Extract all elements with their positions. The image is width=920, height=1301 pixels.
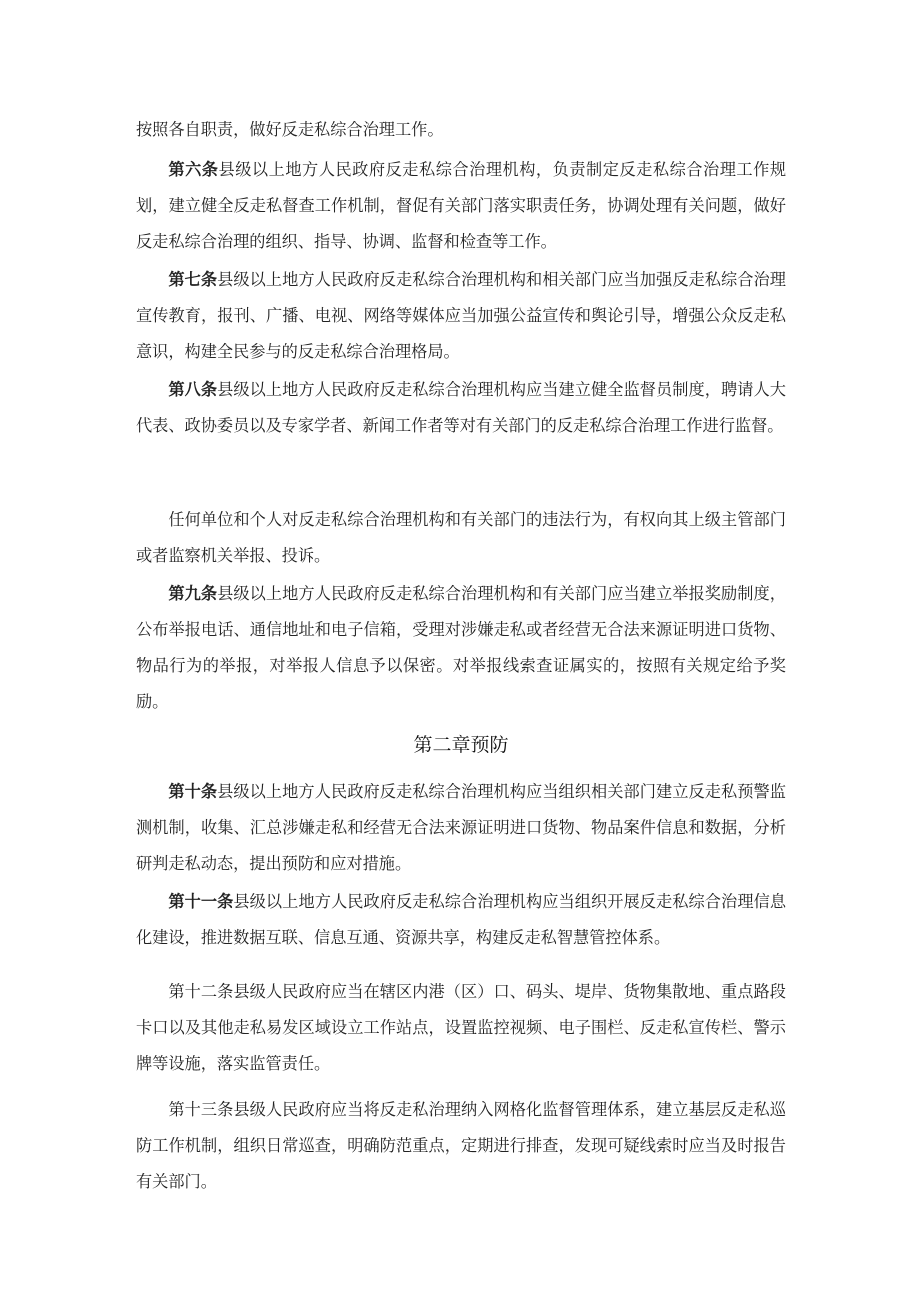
article-number: 第十条	[168, 782, 218, 801]
article-text: 县级以上地方人民政府反走私综合治理机构和相关部门应当加强反走私综合治理宣传教育，报刊、广播、电视、网络等媒体应当加强公益宣传和舆论引导，增强公众反走私意识，构建全民参与的反走私综合治理格局。	[136, 270, 786, 361]
article-6	[136, 152, 786, 260]
article-13	[136, 1092, 786, 1200]
article-11	[136, 884, 786, 956]
article-text: 县级以上地方人民政府反走私综合治理机构应当建立健全监督员制度，聘请人大代表、政协委员以及专家学者、新闻工作者等对有关部门的反走私综合治理工作进行监督。	[136, 380, 786, 435]
article-10	[136, 774, 786, 882]
article-text: 县级以上地方人民政府反走私综合治理机构应当组织相关部门建立反走私预警监测机制，收集、汇总涉嫌走私和经营无合法来源证明进口货物、物品案件信息和数据，分析研判走私动态，提出预防和应对措施。	[136, 782, 786, 873]
article-7	[136, 262, 786, 370]
article-text: 县级以上地方人民政府反走私综合治理机构应当组织开展反走私综合治理信息化建设，推进数据互联、信息互通、资源共享，构建反走私智慧管控体系。	[136, 892, 787, 947]
paragraph-text: 任何单位和个人对反走私综合治理机构和有关部门的违法行为，有权向其上级主管部门或者监察机关举报、投诉。	[136, 510, 786, 565]
article-number: 第九条	[168, 584, 218, 603]
paragraph-continuation	[136, 112, 786, 148]
paragraph-text: 按照各自职责，做好反走私综合治理工作。	[136, 120, 444, 139]
article-9	[136, 576, 786, 720]
article-12	[136, 974, 786, 1082]
paragraph-report	[136, 502, 786, 574]
article-number: 第八条	[168, 380, 218, 399]
article-text: 县级以上地方人民政府反走私综合治理机构和有关部门应当建立举报奖励制度，公布举报电话、通信地址和电子信箱，受理对涉嫌走私或者经营无合法来源证明进口货物、物品行为的举报，对举报人信息予以保密。对举报线索查证属实的，按照有关规定给予奖励。	[136, 584, 786, 711]
article-number: 第六条	[168, 160, 219, 179]
article-number: 第七条	[168, 270, 218, 289]
article-text: 第十二条县级人民政府应当在辖区内港（区）口、码头、堤岸、货物集散地、重点路段卡口以及其他走私易发区域设立工作站点，设置监控视频、电子围栏、反走私宣传栏、警示牌等设施，落实监管责任。	[136, 982, 786, 1073]
chapter-title: 第二章预防	[413, 734, 509, 756]
article-text: 第十三条县级人民政府应当将反走私治理纳入网格化监督管理体系，建立基层反走私巡防工作机制，组织日常巡查，明确防范重点，定期进行排查，发现可疑线索时应当及时报告有关部门。	[136, 1100, 786, 1191]
article-number: 第十一条	[168, 892, 234, 911]
article-text: 县级以上地方人民政府反走私综合治理机构，负责制定反走私综合治理工作规划，建立健全反走私督查工作机制，督促有关部门落实职责任务，协调处理有关问题，做好反走私综合治理的组织、指导、协调、监督和检查等工作。	[136, 160, 787, 251]
article-8	[136, 372, 786, 444]
